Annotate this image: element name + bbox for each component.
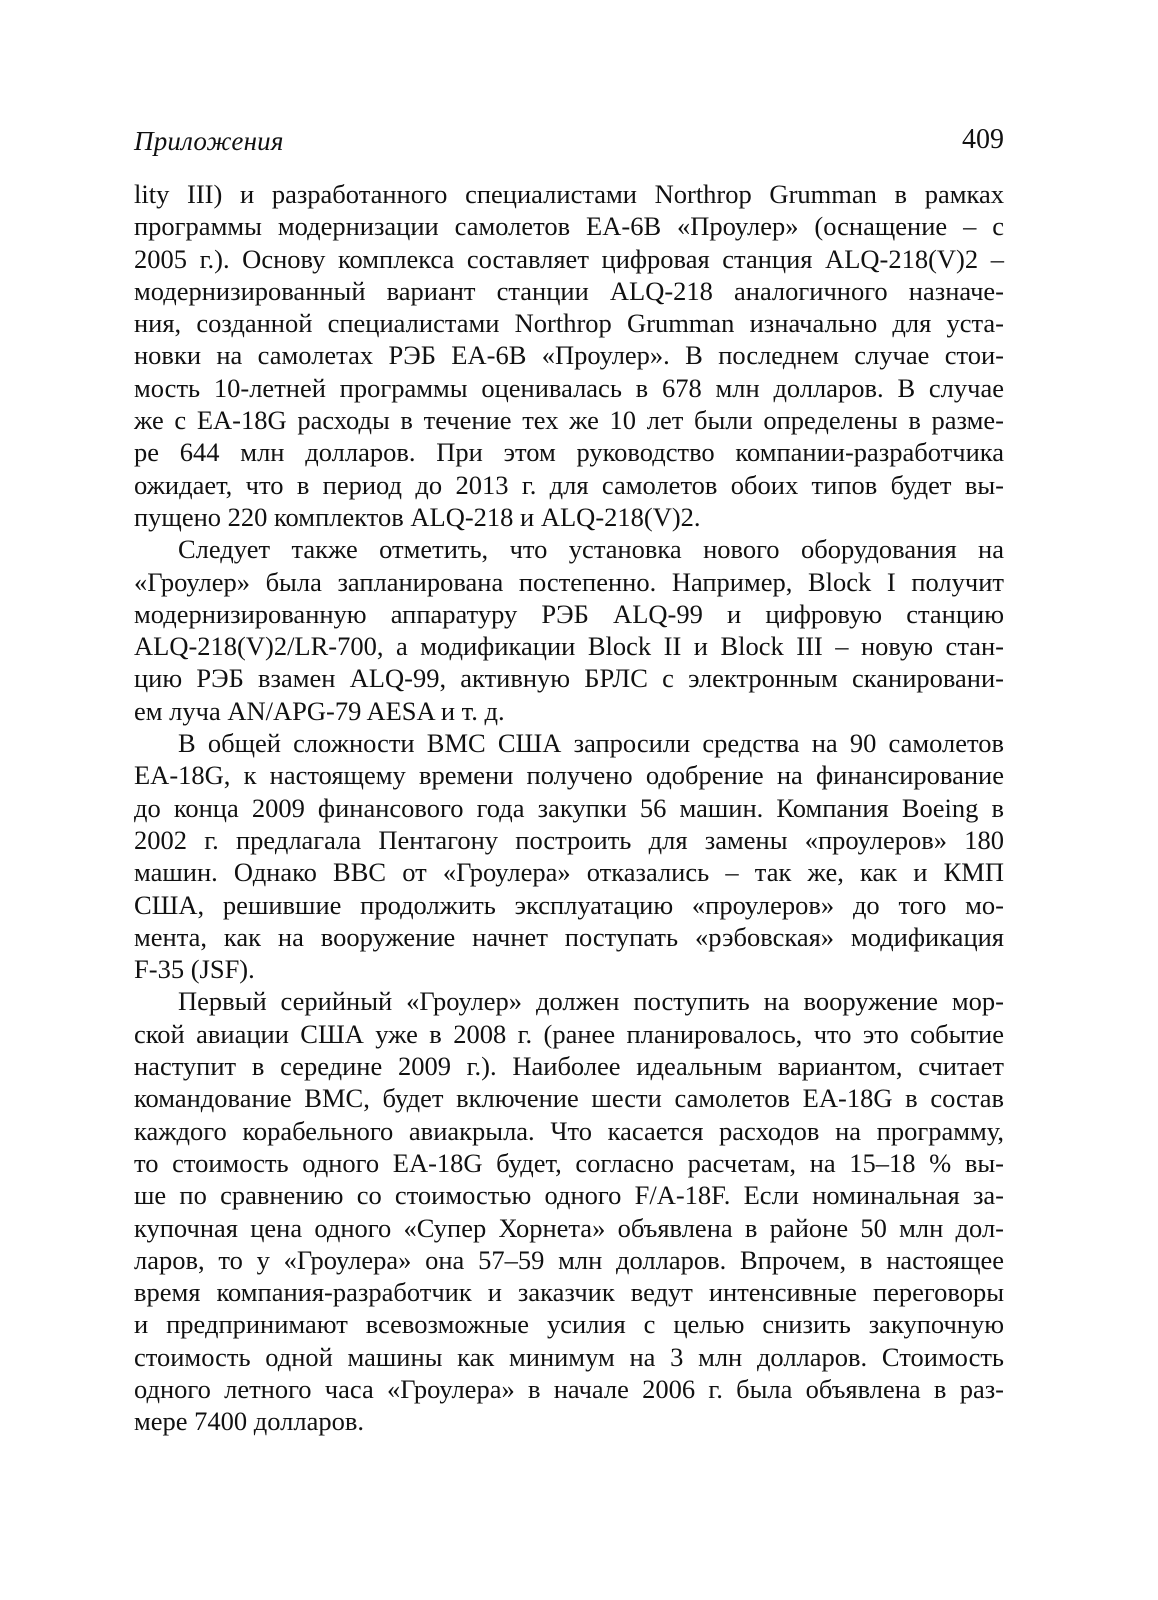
text-line: ем луча AN/APG-79 AESA и т. д.	[134, 695, 505, 726]
section-title: Приложения	[134, 126, 284, 156]
text-line: мента, как на вооружение начнет поступать «рэбовская» модификация	[134, 921, 1004, 952]
text-line: время компания-разработчик и заказчик ведут интенсивные переговоры	[134, 1277, 1004, 1308]
text-line: ALQ-218(V)2/LR-700, а модификации Block II и Block III – новую стан-	[134, 631, 1004, 662]
running-header	[134, 126, 1004, 166]
text-line: В общей сложности ВМС США запросили средства на 90 самолетов	[178, 728, 1004, 759]
text-line: пущено 220 комплектов ALQ-218 и ALQ-218(V)2.	[134, 501, 701, 532]
text-line: F-35 (JSF).	[134, 954, 255, 985]
paragraph-4	[134, 985, 1004, 1437]
text-line: машин. Однако ВВС от «Гроулера» отказались – так же, как и КМП	[134, 857, 1004, 888]
text-line: ше по сравнению со стоимостью одного F/A-18F. Если номинальная за-	[134, 1180, 1004, 1211]
text-line: и предпринимают всевозможные усилия с целью снизить закупочную	[134, 1309, 1004, 1340]
text-line: Следует также отметить, что установка нового оборудования на	[178, 534, 1004, 565]
text-line: до конца 2009 финансового года закупки 56 машин. Компания Boeing в	[134, 792, 1004, 823]
text-line: ской авиации США уже в 2008 г. (ранее планировалось, что это событие	[134, 1018, 1004, 1049]
text-line: ларов, то у «Гроулера» она 57–59 млн долларов. Впрочем, в настоящее	[134, 1244, 1004, 1275]
paragraph-2	[134, 533, 1004, 727]
text-line: ре 644 млн долларов. При этом руководство компании-разработчика	[134, 437, 1004, 468]
text-line: цию РЭБ взамен ALQ-99, активную БРЛС с электронным сканировани-	[134, 663, 1004, 694]
text-body	[134, 178, 1004, 1438]
paragraph-3	[134, 727, 1004, 985]
text-line: мость 10-летней программы оценивалась в 678 млн долларов. В случае	[134, 372, 1004, 403]
text-line: одного летного часа «Гроулера» в начале 2006 г. была объявлена в раз-	[134, 1373, 1004, 1404]
text-line: купочная цена одного «Супер Хорнета» объявлена в районе 50 млн дол-	[134, 1212, 1004, 1243]
text-line: Первый серийный «Гроулер» должен поступить на вооружение мор-	[178, 986, 1004, 1017]
text-line: стоимость одной машины как минимум на 3 млн долларов. Стоимость	[134, 1341, 1004, 1372]
text-line: США, решившие продолжить эксплуатацию «проулеров» до того мо-	[134, 889, 1004, 920]
text-line: новки на самолетах РЭБ EA-6B «Проулер». В последнем случае стои-	[134, 340, 1004, 371]
text-line: программы модернизации самолетов EA-6B «Проулер» (оснащение – с	[134, 211, 1004, 242]
text-line: же с EA-18G расходы в течение тех же 10 лет были определены в разме-	[134, 405, 1004, 436]
text-line: модернизированную аппаратуру РЭБ ALQ-99 и цифровую станцию	[134, 598, 1004, 629]
page-number: 409	[962, 124, 1004, 155]
text-line: каждого корабельного авиакрыла. Что касается расходов на программу,	[134, 1115, 1004, 1146]
text-line: наступит в середине 2009 г.). Наиболее идеальным вариантом, считает	[134, 1051, 1004, 1082]
text-line: 2002 г. предлагала Пентагону построить для замены «проулеров» 180	[134, 824, 1004, 855]
text-line: ния, созданной специалистами Northrop Grumman изначально для уста-	[134, 308, 1004, 339]
text-line: мере 7400 долларов.	[134, 1406, 365, 1437]
text-line: «Гроулер» была запланирована постепенно. Например, Block I получит	[134, 566, 1004, 597]
text-line: EA-18G, к настоящему времени получено одобрение на финансирование	[134, 760, 1004, 791]
text-line: ожидает, что в период до 2013 г. для самолетов обоих типов будет вы-	[134, 469, 1004, 500]
text-line: 2005 г.). Основу комплекса составляет цифровая станция ALQ-218(V)2 –	[134, 243, 1004, 274]
text-line: то стоимость одного EA-18G будет, согласно расчетам, на 15–18 % вы-	[134, 1147, 1004, 1178]
paragraph-1	[134, 178, 1004, 533]
text-line: командование ВМС, будет включение шести самолетов EA-18G в состав	[134, 1083, 1004, 1114]
text-line: модернизированный вариант станции ALQ-218 аналогичного назначе-	[134, 275, 1004, 306]
text-line: lity III) и разработанного специалистами Northrop Grumman в рамках	[134, 179, 1004, 209]
